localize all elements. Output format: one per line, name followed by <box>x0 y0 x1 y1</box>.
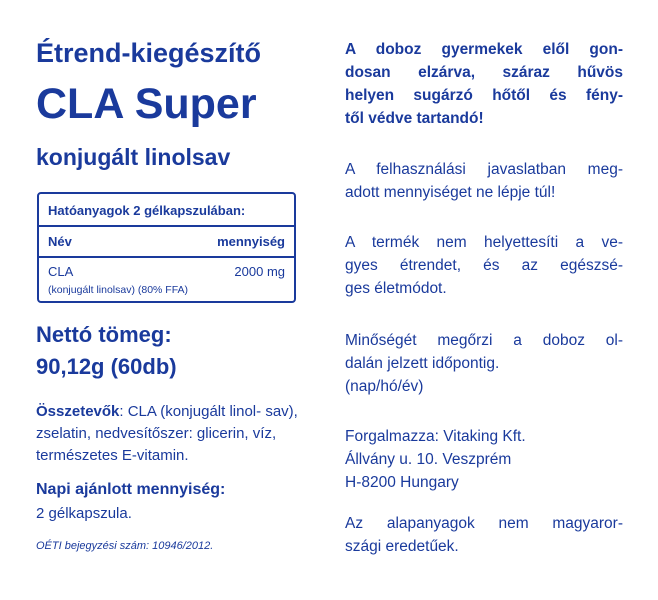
shelf-life-note <box>345 329 623 398</box>
origin-note <box>345 512 623 558</box>
note-line: Minőségét megőrzi a doboz ol- <box>345 332 623 349</box>
row-ingredient-detail: (konjugált linolsav) (80% FFA) <box>48 284 189 296</box>
composition-line: sav), zselatin, nedvesítőszer: glicerin, <box>36 403 298 442</box>
warning-line: adott mennyiséget ne lépje túl! <box>345 184 556 201</box>
storage-warning <box>345 38 623 130</box>
warning-line: ges életmódot. <box>345 280 447 297</box>
warning-line: helyen sugárzó hőtől és fény- <box>345 87 623 104</box>
product-subtitle: konjugált linolsav <box>36 144 231 170</box>
row-ingredient-amount: 2000 mg <box>234 264 285 279</box>
product-name: CLA Super <box>36 80 257 128</box>
origin-line: Az alapanyagok nem magyaror- <box>345 515 623 532</box>
registration-number: OÉTI bejegyzési szám: 10946/2012. <box>36 540 214 552</box>
column-name-header: Név <box>48 234 72 249</box>
net-weight-value: 90,12g (60db) <box>36 354 177 379</box>
warning-line: dosan elzárva, száraz hűvös <box>345 64 623 81</box>
composition-label: Összetevők <box>36 403 120 420</box>
distributor-info <box>345 425 623 494</box>
table-row <box>48 264 285 279</box>
warning-line: A termék nem helyettesíti a ve- <box>345 234 623 251</box>
table-column-headers <box>48 234 285 249</box>
composition-text <box>36 401 308 467</box>
daily-dose-value: 2 gélkapszula. <box>36 505 132 522</box>
net-weight-label: Nettó tömeg: <box>36 322 172 347</box>
ingredients-header: Hatóanyagok 2 gélkapszulában: <box>48 203 246 218</box>
daily-dose-label: Napi ajánlott mennyiség: <box>36 481 226 498</box>
warning-line: gyes étrendet, és az egészsé- <box>345 257 623 274</box>
product-category: Étrend-kiegészítő <box>36 38 262 68</box>
ingredients-table <box>37 192 296 303</box>
distributor-line: Állvány u. 10. Veszprém <box>345 451 512 468</box>
distributor-line: H-8200 Hungary <box>345 474 459 491</box>
diet-warning <box>345 231 623 300</box>
distributor-line: Forgalmazza: Vitaking Kft. <box>345 428 526 445</box>
dosage-warning <box>345 158 623 204</box>
note-line: (nap/hó/év) <box>345 378 424 395</box>
column-amount-header: mennyiség <box>217 234 285 249</box>
warning-line: től védve tartandó! <box>345 110 484 127</box>
table-divider <box>39 256 294 258</box>
table-divider <box>39 225 294 227</box>
row-ingredient-name: CLA <box>48 264 74 279</box>
warning-line: A felhasználási javaslatban meg- <box>345 161 623 178</box>
warning-line: A doboz gyermekek elől gon- <box>345 41 623 58</box>
composition-line: víz, természetes E-vitamin. <box>36 425 277 464</box>
composition-line: Összetevők: CLA (konjugált linol- <box>36 403 262 420</box>
note-line: dalán jelzett időpontig. <box>345 355 500 372</box>
origin-line: szági eredetűek. <box>345 538 459 555</box>
